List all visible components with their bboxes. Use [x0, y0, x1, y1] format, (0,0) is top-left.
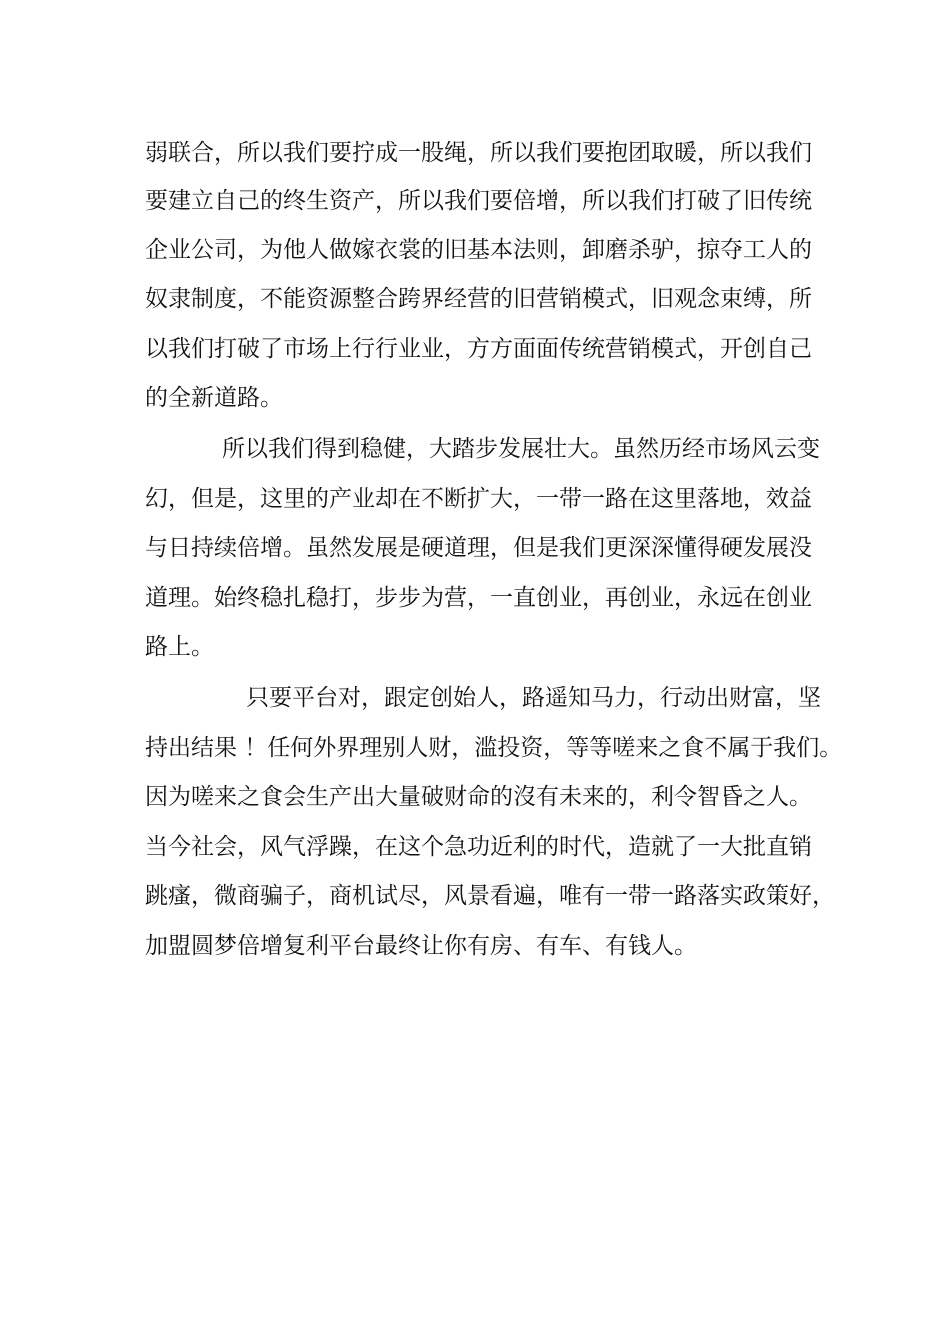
paragraph-3-line-2: 持出结果 ！任何外界理别人财，滥投资，等等嗟来之食不属于我们。 [145, 735, 843, 761]
paragraph-1-line-4: 奴隶制度，不能资源整合跨界经营的旧营销模式，旧观念束缚，所 [145, 286, 812, 312]
paragraph-2-line-4: 道理。始终稳扎稳打，步步为营，一直创业，再创业，永远在创业 [145, 585, 812, 611]
paragraph-3-line-1: 只要平台对，跟定创始人，路遥知马力，行动出财富，坚 [246, 685, 821, 711]
paragraph-1-line-3: 企业公司，为他人做嫁衣裳的旧基本法则，卸磨杀驴，掠夺工人的 [145, 237, 812, 263]
paragraph-3-line-3: 因为嗟来之食会生产出大量破财命的沒有未来的，利令智昏之人。 [145, 784, 812, 810]
paragraph-1-line-2: 要建立自己的终生资产，所以我们要倍增，所以我们打破了旧传统 [145, 188, 812, 214]
paragraph-2-line-5: 路上。 [145, 634, 214, 660]
paragraph-1-line-1: 弱联合，所以我们要拧成一股绳，所以我们要抱团取暖，所以我们 [145, 140, 812, 166]
paragraph-1-line-6: 的全新道路。 [145, 385, 283, 411]
paragraph-2-line-2: 幻，但是，这里的产业却在不断扩大，一带一路在这里落地，效益 [145, 486, 812, 512]
paragraph-1-line-5: 以我们打破了市场上行行业业，方方面面传统营销模式，开创自己 [145, 336, 812, 362]
paragraph-2-line-1: 所以我们得到稳健，大踏步发展壮大。虽然历经市场风云变 [222, 436, 820, 462]
paragraph-3-line-6: 加盟圆梦倍增复利平台最终让你有房、有车、有钱人。 [145, 933, 697, 959]
paragraph-3-line-4: 当今社会，风气浮躁，在这个急功近利的时代，造就了一大批直销 [145, 834, 812, 860]
paragraph-2-line-3: 与日持续倍增。虽然发展是硬道理，但是我们更深深懂得硬发展没 [145, 535, 812, 561]
paragraph-3-line-5: 跳瘙，微商骗子，商机试尽，风景看遍，唯有一带一路落实政策好， [145, 883, 835, 909]
